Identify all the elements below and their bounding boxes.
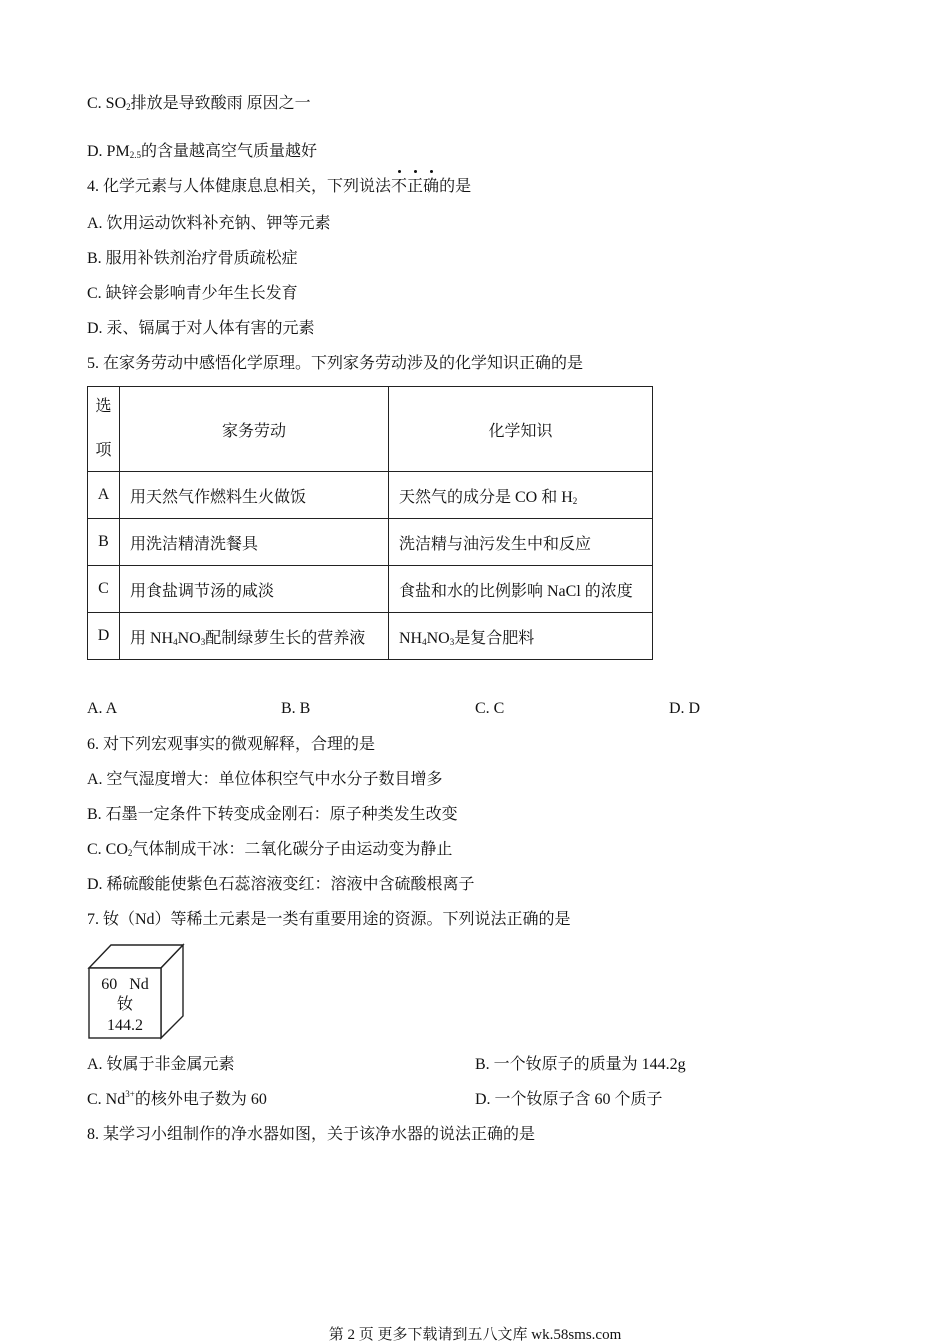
element-mass: 144.2 xyxy=(107,1017,143,1034)
q4-option-a: A. 饮用运动饮料补充钠、钾等元素 xyxy=(87,215,331,232)
q7-option-c: C. $Nd^{3+}$的核外电子数为 60 xyxy=(87,1089,267,1108)
element-number-symbol: 60 Nd xyxy=(101,976,149,993)
q5-choice-d: D. D xyxy=(669,700,701,717)
q5-table xyxy=(87,386,653,660)
element-name: 钕 xyxy=(116,996,133,1013)
header-labor: 家务劳动 xyxy=(120,387,389,472)
row-option: C xyxy=(88,566,120,613)
q6-option-c: C. $CO_2$气体制成干冰：二氧化碳分子由运动变为静止 xyxy=(87,841,453,858)
q3-option-d: D. $PM_{2.5}$的含量越高空气质量越好 xyxy=(87,143,317,160)
q7-stem: 7. 钕（Nd）等稀土元素是一类有重要用途的资源。下列说法正确的是 xyxy=(87,911,571,928)
header-option: 选 项 xyxy=(88,387,120,472)
q8-stem: 8. 某学习小组制作的净水器如图，关于该净水器的说法正确的是 xyxy=(87,1126,536,1143)
table-row xyxy=(88,472,653,519)
q6-option-b: B. 石墨一定条件下转变成金刚石：原子种类发生改变 xyxy=(87,806,458,823)
q3-option-c: C. $SO_2$排放是导致酸雨 原因之一 xyxy=(87,95,311,112)
q5-choice-b: B. B xyxy=(281,700,311,717)
q6-option-d: D. 稀硫酸能使紫色石蕊溶液变红：溶液中含硫酸根离子 xyxy=(87,876,475,893)
q5-stem: 5. 在家务劳动中感悟化学原理。下列家务劳动涉及的化学知识正确的是 xyxy=(87,355,584,372)
q7-option-a: A. 钕属于非金属元素 xyxy=(87,1056,235,1073)
q6-stem: 6. 对下列宏观事实的微观解释，合理的是 xyxy=(87,736,376,753)
header-knowledge: 化学知识 xyxy=(389,387,653,472)
row-knowledge: 天然气的成分是 CO 和 $H_2$ xyxy=(389,472,653,519)
q7-option-b: B. 一个钕原子的质量为 144.2g xyxy=(475,1056,686,1073)
emphasis-char: 正 xyxy=(407,178,424,195)
row-option: A xyxy=(88,472,120,519)
row-labor: 用 $NH_4NO_3$配制绿萝生长的营养液 xyxy=(120,613,389,660)
row-labor: 用食盐调节汤的咸淡 xyxy=(120,566,389,613)
row-knowledge: $NH_4NO_3$是复合肥料 xyxy=(389,613,653,660)
row-knowledge: 洗洁精与油污发生中和反应 xyxy=(389,519,653,566)
table-row xyxy=(88,566,653,613)
row-labor: 用天然气作燃料生火做饭 xyxy=(120,472,389,519)
q7-option-d: D. 一个钕原子含 60 个质子 xyxy=(475,1091,663,1108)
q5-choice-c: C. C xyxy=(475,700,505,717)
page-footer: 第 2 页 更多下载请到五八文库 wk.58sms.com xyxy=(328,1327,622,1343)
q4-stem: 4. 化学元素与人体健康息息相关，下列说法不正确的是 xyxy=(87,178,472,195)
row-knowledge: 食盐和水的比例影响 NaCl 的浓度 xyxy=(389,566,653,613)
q4-option-b: B. 服用补铁剂治疗骨质疏松症 xyxy=(87,250,298,267)
q6-option-a: A. 空气湿度增大：单位体积空气中水分子数目增多 xyxy=(87,771,443,788)
q5-choice-a: A. A xyxy=(87,700,118,717)
table-header-row xyxy=(88,387,653,472)
table-row xyxy=(88,519,653,566)
row-option: D xyxy=(88,613,120,660)
row-labor: 用洗洁精清洗餐具 xyxy=(120,519,389,566)
table-row xyxy=(88,613,653,660)
q4-option-c: C. 缺锌会影响青少年生长发育 xyxy=(87,285,298,302)
emphasis-char: 确 xyxy=(423,178,440,195)
row-option: B xyxy=(88,519,120,566)
q4-option-d: D. 汞、镉属于对人体有害的元素 xyxy=(87,320,315,337)
emphasis-char: 不 xyxy=(391,178,408,195)
